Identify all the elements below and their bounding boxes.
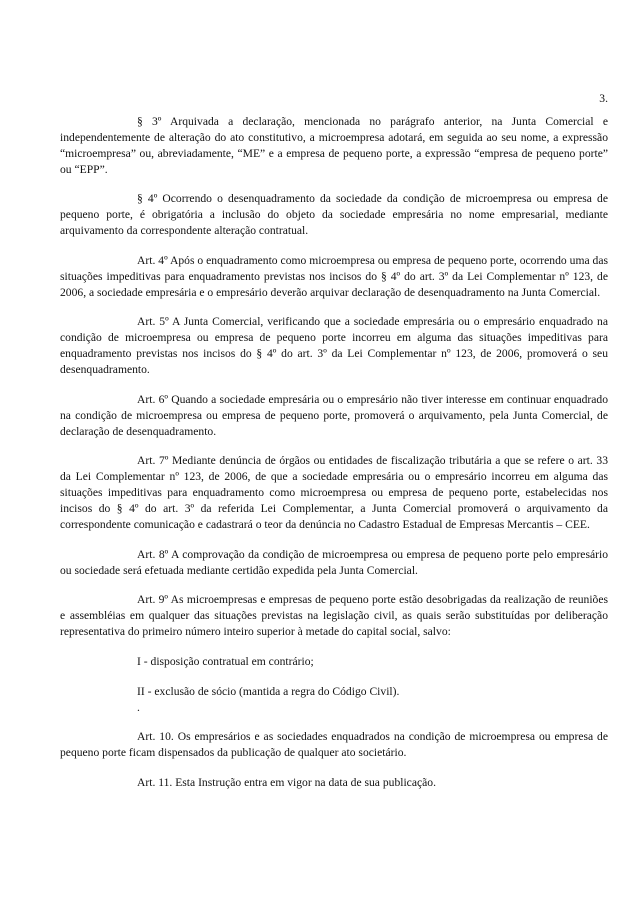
paragraph-art9: Art. 9º As microempresas e empresas de pequeno porte estão desobrigadas da realização de reuniões e assembléias em qualquer das situações previstas na legislação civil, as quais serão substituídas por deliberação representativa do primeiro número inteiro superior à metade do capital social, salvo: (60, 593, 608, 639)
paragraph-art4: Art. 4º Após o enquadramento como microempresa ou empresa de pequeno porte, ocorrendo uma das situações impeditivas para enquadramento previstas nos incisos do § 4º do art. 3º da Lei Complementar nº 123, de 2006, a sociedade empresária e o empresário deverão arquivar declaração de desenquadramento na Junta Comercial. (60, 253, 608, 299)
paragraph-art3-par4: § 4º Ocorrendo o desenquadramento da sociedade da condição de microempresa ou empresa de pequeno porte, é obrigatória a inclusão do objeto da sociedade empresária no nome empresarial, mediante arquivamento da correspondente alteração contratual. (60, 192, 608, 238)
page-number: 3. (599, 92, 608, 105)
stray-dot: . (137, 700, 140, 714)
list-item-i: I - disposição contratual em contrário; (137, 654, 314, 668)
paragraph-art10: Art. 10. Os empresários e as sociedades enquadrados na condição de microempresa ou empresa de pequeno porte ficam dispensados da publicação de qualquer ato societário. (60, 730, 608, 760)
paragraph-art8: Art. 8º A comprovação da condição de microempresa ou empresa de pequeno porte pelo empresário ou sociedade será efetuada mediante certidão expedida pela Junta Comercial. (60, 547, 608, 577)
paragraph-art6: Art. 6º Quando a sociedade empresária ou o empresário não tiver interesse em continuar enquadrado na condição de microempresa ou empresa de pequeno porte, promoverá o arquivamento, pela Junta Comercial, de declaração de desenquadramento. (60, 392, 608, 438)
paragraph-art5: Art. 5º A Junta Comercial, verificando que a sociedade empresária ou o empresário enquadrado na condição de microempresa ou empresa de pequeno porte incorreu em alguma das situações impeditivas para enquadramento previstas nos incisos do § 4º do art. 3º da Lei Complementar nº 123, de 2006, promoverá o seu desenquadramento. (60, 315, 608, 377)
paragraph-art7: Art. 7º Mediante denúncia de órgãos ou entidades de fiscalização tributária a que se refere o art. 33 da Lei Complementar nº 123, de 2006, de que a sociedade empresária ou o empresário incorreu em alguma das situações impeditivas para enquadramento como microempresa ou empresa de pequeno porte, estabelecidas nos incisos do § 4º do art. 3º da referida Lei Complementar, a Junta Comercial promoverá o arquivamento da correspondente comunicação e cadastrará o teor da denúncia no Cadastro Estadual de Empresas Mercantis – CEE. (60, 454, 608, 532)
list-item-ii: II - exclusão de sócio (mantida a regra do Código Civil). (137, 684, 400, 698)
paragraph-art11: Art. 11. Esta Instrução entra em vigor na data de sua publicação. (137, 776, 436, 790)
document-body (60, 114, 608, 805)
paragraph-art3-par3: § 3º Arquivada a declaração, mencionada no parágrafo anterior, na Junta Comercial e independentemente de alteração do ato constitutivo, a microempresa adotará, em seguida ao seu nome, a expressão “microempresa” ou, abreviadamente, “ME” e a empresa de pequeno porte, a expressão “empresa de pequeno porte” ou “EPP”. (60, 115, 608, 176)
